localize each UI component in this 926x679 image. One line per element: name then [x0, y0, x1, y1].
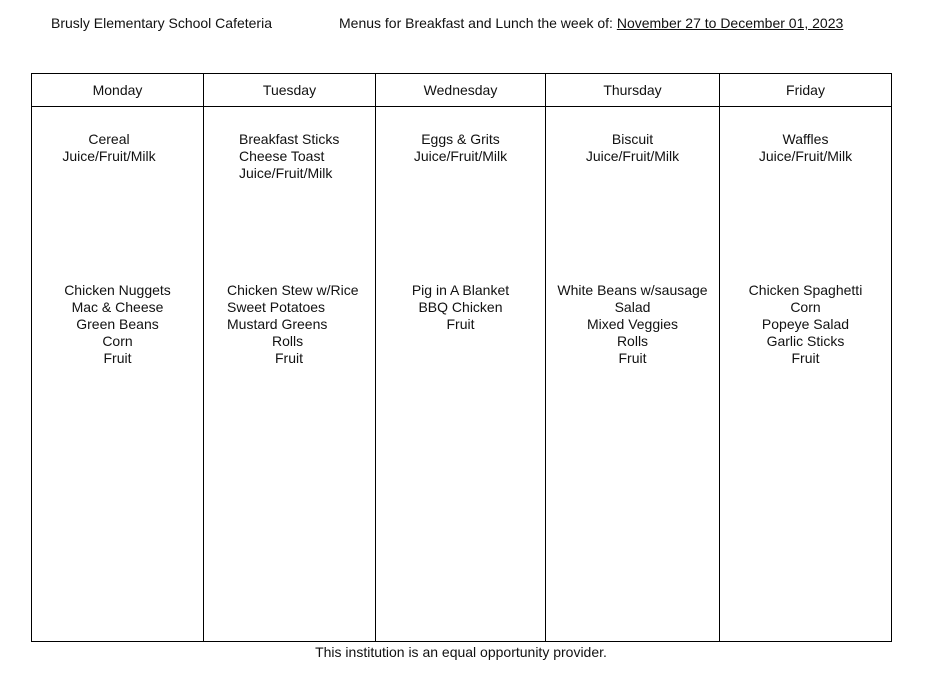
menu-item: Salad — [614, 299, 651, 315]
day-header-friday: Friday — [786, 82, 825, 98]
menu-item: Mac & Cheese — [71, 299, 164, 315]
school-name: Brusly Elementary School Cafeteria — [51, 15, 272, 31]
menu-item: Cereal — [88, 131, 130, 147]
day-header-monday: Monday — [92, 82, 143, 98]
menu-item: Corn — [102, 333, 133, 349]
menu-item: BBQ Chicken — [418, 299, 503, 315]
menu-item: Fruit — [275, 350, 303, 366]
menu-item: Green Beans — [76, 316, 159, 332]
menu-table — [31, 73, 892, 642]
lunch-monday — [32, 282, 203, 367]
menu-item: Cheese Toast — [239, 148, 325, 164]
week-line — [339, 15, 843, 31]
menu-item: Juice/Fruit/Milk — [413, 148, 508, 164]
menu-item: Eggs & Grits — [421, 131, 500, 147]
menu-item: White Beans w/sausage — [557, 282, 708, 298]
menu-item: Corn — [790, 299, 821, 315]
lunch-wednesday — [376, 282, 545, 333]
menu-item: Fruit — [618, 350, 647, 366]
menu-item: Biscuit — [611, 131, 654, 147]
day-header-thursday: Thursday — [603, 82, 662, 98]
menu-item: Fruit — [791, 350, 820, 366]
menu-item: Rolls — [272, 333, 304, 349]
menu-item: Pig in A Blanket — [411, 282, 510, 298]
menu-item: Fruit — [103, 350, 132, 366]
menu-item: Juice/Fruit/Milk — [585, 148, 680, 164]
menu-item: Juice/Fruit/Milk — [239, 165, 333, 181]
breakfast-thursday — [546, 131, 719, 165]
footer-statement: This institution is an equal opportunity provider. — [315, 644, 607, 660]
menu-item: Chicken Spaghetti — [748, 282, 863, 298]
breakfast-monday — [52, 131, 166, 165]
lunch-friday — [720, 282, 891, 367]
week-dates: November 27 to December 01, 2023 — [616, 15, 844, 31]
breakfast-tuesday — [239, 131, 369, 182]
menu-item: Mixed Veggies — [586, 316, 679, 332]
breakfast-friday — [720, 131, 891, 165]
menu-item: Juice/Fruit/Milk — [758, 148, 853, 164]
lunch-tuesday — [227, 282, 373, 367]
week-label: Menus for Breakfast and Lunch the week of: — [339, 15, 613, 31]
column-divider — [203, 74, 204, 641]
menu-item: Sweet Potatoes — [227, 299, 326, 315]
menu-item: Fruit — [446, 316, 475, 332]
menu-item: Juice/Fruit/Milk — [62, 148, 156, 164]
lunch-thursday — [546, 282, 719, 367]
menu-item: Rolls — [616, 333, 649, 349]
breakfast-wednesday — [376, 131, 545, 165]
day-header-tuesday: Tuesday — [262, 82, 317, 98]
menu-item: Mustard Greens — [227, 316, 328, 332]
menu-item: Breakfast Sticks — [239, 131, 340, 147]
menu-item: Chicken Nuggets — [64, 282, 171, 298]
menu-item: Chicken Stew w/Rice — [227, 282, 359, 298]
day-header-wednesday: Wednesday — [423, 82, 498, 98]
menu-item: Waffles — [782, 131, 829, 147]
menu-item: Popeye Salad — [761, 316, 850, 332]
menu-item: Garlic Sticks — [766, 333, 845, 349]
